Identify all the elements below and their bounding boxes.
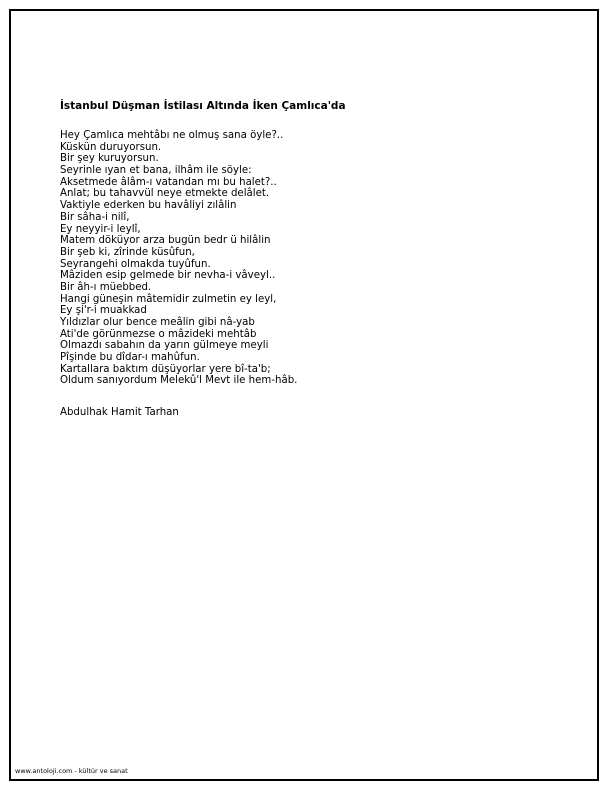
- poem-line: Kartallara baktım düşüyorlar yere bî-ta'b;: [60, 363, 271, 375]
- poem-line: Ati'de görünmezse o mâzideki mehtâb: [60, 328, 257, 340]
- poem-title: İstanbul Düşman İstilası Altında İken Çamlıca'da: [60, 100, 346, 112]
- poem-line: Seyrinle ıyan et bana, ilhâm ile söyle:: [60, 165, 252, 177]
- poem-line: Oldum sanıyordum Melekû'l Mevt ile hem-hâb.: [60, 375, 298, 387]
- poem-line: Anlat; bu tahavvül neye etmekte delâlet.: [60, 188, 270, 200]
- poem-line: Bir âh-ı müebbed.: [60, 281, 152, 293]
- poem-line: Mâziden esip gelmede bir nevha-i vâveyl..: [60, 270, 276, 282]
- page-border: [9, 9, 599, 781]
- poem-line: Pîşinde bu dîdar-ı mahûfun.: [60, 352, 200, 364]
- poem-line: Bir sâha-i nilî,: [60, 211, 130, 223]
- poem-line: Bir şeb ki, zîrinde küsûfun,: [60, 246, 195, 258]
- author-name: Abdulhak Hamit Tarhan: [60, 407, 179, 418]
- poem-line: Ey neyyir-i leylî,: [60, 223, 141, 235]
- poem-line: Ey şi'r-i muakkad: [60, 305, 147, 317]
- poem-line: Yıldızlar olur bence meâlin gibi nâ-yab: [60, 317, 255, 328]
- poem-line: Hey Çamlıca mehtâbı ne olmuş sana öyle?..: [60, 130, 284, 141]
- poem-line: Olmazdı sabahın da yarın gülmeye meyli: [60, 340, 269, 352]
- poem-line: Vaktiyle ederken bu havâliyi zılâlin: [60, 200, 237, 212]
- poem-line: Hangi güneşin mâtemidir zulmetin ey leyl,: [60, 293, 277, 305]
- footer-text: www.antoloji.com - kültür ve sanat: [15, 767, 128, 775]
- poem-body: [60, 130, 297, 387]
- poem-line: Seyrangehi olmakda tuyûfun.: [60, 258, 211, 270]
- poem-line: Aksetmede âlâm-ı vatandan mı bu halet?..: [60, 176, 277, 188]
- poem-line: Bir şey kuruyorsun.: [60, 153, 159, 165]
- poem-line: Küskün duruyorsun.: [60, 141, 162, 153]
- poem-line: Matem döküyor arza bugün bedr ü hilâlin: [60, 235, 271, 247]
